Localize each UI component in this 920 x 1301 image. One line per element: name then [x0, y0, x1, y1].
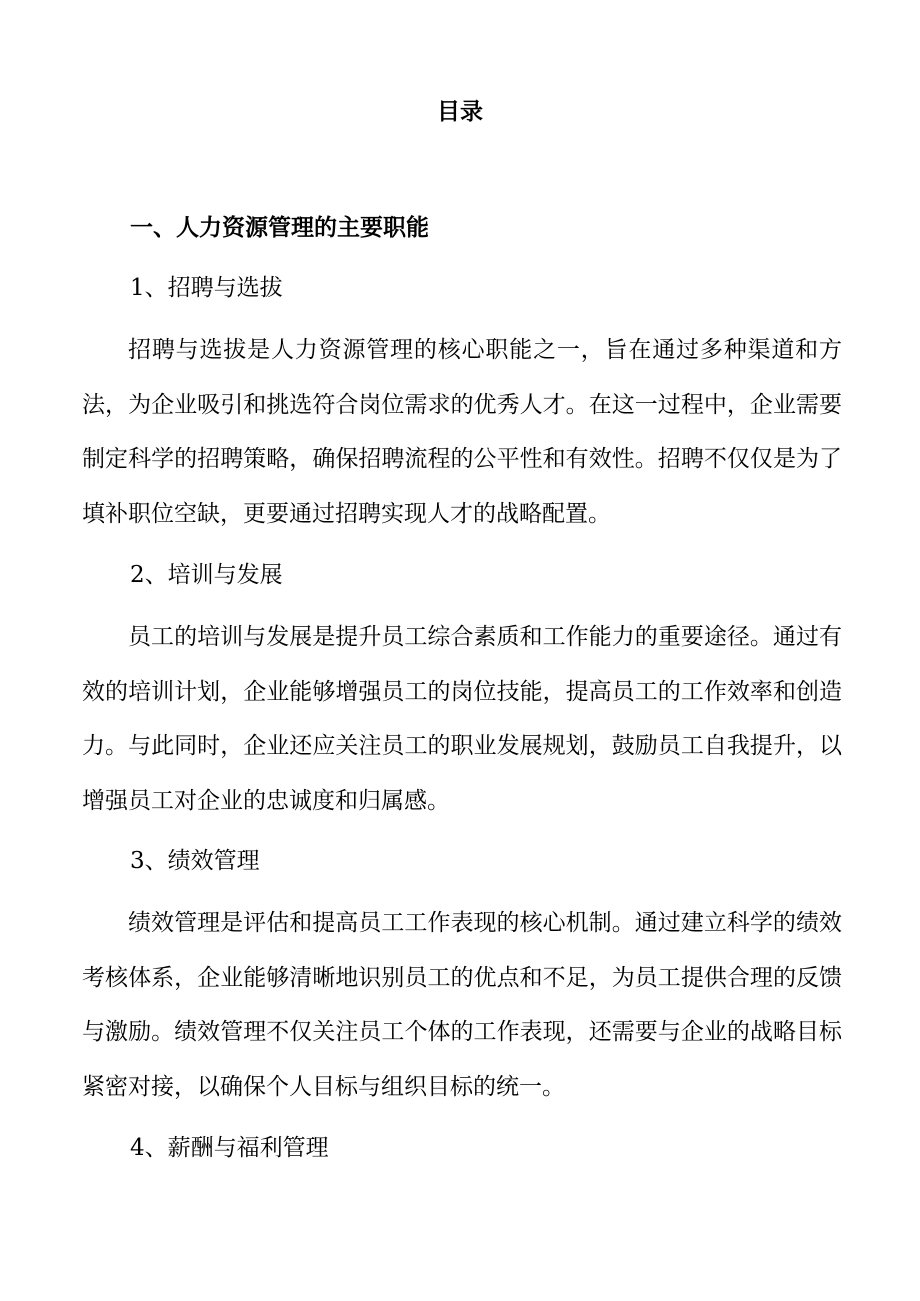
section-heading: 一、人力资源管理的主要职能 [130, 214, 429, 241]
subsection-heading-performance: 3、绩效管理 [130, 848, 260, 874]
subsection-heading-recruitment: 1、招聘与选拔 [130, 275, 283, 301]
paragraph-training: 员工的培训与发展是提升员工综合素质和工作能力的重要途径。通过有效的培训计划，企业能够增强员工的岗位技能，提高员工的工作效率和创造力。与此同时，企业还应关注员工的职业发展规划，鼓励员工自我提升，以增强员工对企业的忠诚度和归属感。 [82, 624, 842, 814]
paragraph-recruitment: 招聘与选拔是人力资源管理的核心职能之一，旨在通过多种渠道和方法，为企业吸引和挑选符合岗位需求的优秀人才。在这一过程中，企业需要制定科学的招聘策略，确保招聘流程的公平性和有效性。招聘不仅仅是为了填补职位空缺，更要通过招聘实现人才的战略配置。 [82, 337, 842, 527]
document-title: 目录 [437, 98, 483, 125]
subsection-heading-training: 2、培训与发展 [130, 562, 283, 588]
paragraph-performance: 绩效管理是评估和提高员工工作表现的核心机制。通过建立科学的绩效考核体系，企业能够清晰地识别员工的优点和不足，为员工提供合理的反馈与激励。绩效管理不仅关注员工个体的工作表现，还需要与企业的战略目标紧密对接，以确保个人目标与组织目标的统一。 [82, 910, 842, 1100]
subsection-heading-compensation: 4、薪酬与福利管理 [130, 1135, 329, 1161]
